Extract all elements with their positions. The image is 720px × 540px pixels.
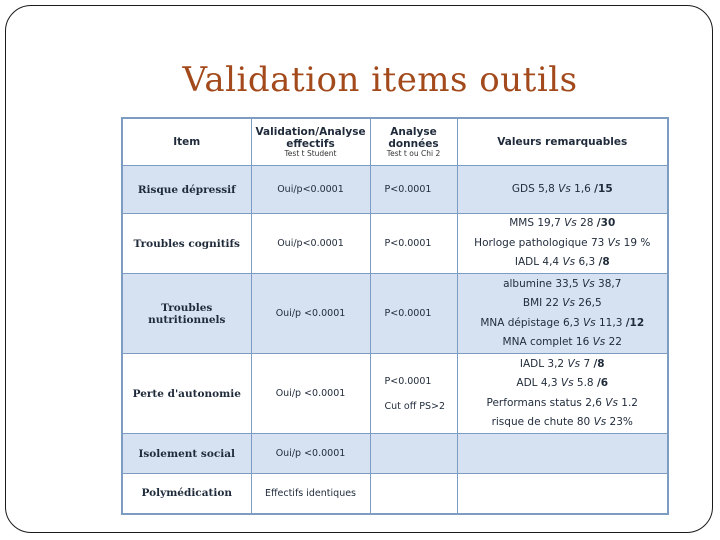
value-pre: risque de chute 80 bbox=[491, 416, 594, 428]
value-post: 26,5 bbox=[574, 297, 602, 309]
table-row bbox=[122, 166, 668, 214]
cell-analyse bbox=[370, 274, 457, 354]
value-line bbox=[458, 355, 668, 375]
value-line bbox=[458, 275, 668, 295]
value-post: 11,3 bbox=[595, 316, 626, 329]
table-body bbox=[122, 166, 668, 514]
value-pre: MNA dépistage 6,3 bbox=[480, 316, 583, 329]
value-vs: Vs bbox=[564, 217, 577, 230]
value-vs: Vs bbox=[562, 256, 576, 269]
value-line bbox=[458, 394, 668, 414]
value-post: 6,3 bbox=[575, 256, 599, 269]
value-vs: Vs bbox=[592, 336, 606, 348]
slide-title: Validation items outils bbox=[182, 60, 578, 100]
value-pre: ADL 4,3 bbox=[516, 377, 561, 389]
header-valeurs bbox=[457, 118, 668, 166]
table-row bbox=[122, 214, 668, 274]
header-validation bbox=[251, 118, 370, 166]
value-line bbox=[458, 234, 668, 254]
value-line bbox=[458, 214, 668, 234]
cell-analyse bbox=[370, 354, 457, 434]
value-post: 5.8 bbox=[573, 377, 597, 389]
cell-valeurs bbox=[457, 274, 668, 354]
cell-validation: Effectifs identiques bbox=[251, 474, 370, 514]
cell-valeurs bbox=[457, 474, 668, 514]
value-vs: Vs bbox=[582, 277, 595, 290]
value-vs: Vs bbox=[607, 236, 621, 249]
value-vs: Vs bbox=[560, 377, 574, 389]
value-line bbox=[458, 413, 668, 433]
cell-validation: Oui/p<0.0001 bbox=[251, 166, 370, 214]
value-vs: Vs bbox=[567, 357, 581, 370]
table-row bbox=[122, 434, 668, 474]
value-pre: IADL 4,4 bbox=[514, 256, 563, 269]
value-line bbox=[458, 374, 668, 394]
analyse-line: P<0.0001 bbox=[384, 238, 432, 249]
value-vs: Vs bbox=[593, 416, 607, 428]
cell-valeurs bbox=[457, 354, 668, 434]
header-analyse-label: Analyse données bbox=[388, 126, 439, 150]
value-line bbox=[458, 314, 668, 334]
value-bold: /8 bbox=[598, 256, 610, 269]
header-analyse bbox=[370, 118, 457, 166]
cell-validation: Oui/p <0.0001 bbox=[251, 434, 370, 474]
cell-item: Risque dépressif bbox=[122, 166, 251, 214]
value-pre: BMI 22 bbox=[522, 297, 563, 309]
value-bold: /30 bbox=[596, 217, 616, 230]
value-post: 22 bbox=[605, 336, 622, 348]
value-post: 28 bbox=[576, 217, 597, 230]
value-post: 7 bbox=[580, 357, 594, 370]
analyse-line: Cut off PS>2 bbox=[384, 400, 446, 412]
table-row bbox=[122, 274, 668, 354]
header-item-label: Item bbox=[173, 136, 201, 148]
value-line bbox=[458, 333, 668, 353]
value-post: 1.2 bbox=[617, 396, 638, 409]
analyse-line: P<0.0001 bbox=[384, 308, 432, 319]
value-vs: Vs bbox=[583, 316, 596, 329]
value-post: 1,6 bbox=[570, 182, 595, 195]
value-vs: Vs bbox=[605, 396, 618, 409]
header-validation-label: Validation/Analyse effectifs bbox=[255, 126, 366, 150]
cell-valeurs bbox=[457, 434, 668, 474]
value-pre: Horloge pathologique 73 bbox=[474, 236, 608, 249]
header-item bbox=[122, 118, 251, 166]
value-pre: Performans status 2,6 bbox=[486, 396, 606, 409]
cell-item: Troubles nutritionnels bbox=[122, 274, 251, 354]
cell-valeurs bbox=[457, 166, 668, 214]
value-pre: GDS 5,8 bbox=[511, 182, 559, 195]
cell-analyse bbox=[370, 214, 457, 274]
header-valeurs-label: Valeurs remarquables bbox=[497, 136, 628, 148]
value-pre: MNA complet 16 bbox=[502, 336, 593, 348]
value-bold: /8 bbox=[593, 357, 605, 370]
value-pre: albumine 33,5 bbox=[503, 277, 583, 290]
value-pre: IADL 3,2 bbox=[519, 357, 568, 370]
cell-validation: Oui/p <0.0001 bbox=[251, 354, 370, 434]
cell-analyse bbox=[370, 434, 457, 474]
header-validation-sub: Test t Student bbox=[284, 149, 337, 158]
cell-analyse bbox=[370, 166, 457, 214]
value-bold: /15 bbox=[594, 182, 613, 195]
cell-item: Polymédication bbox=[122, 474, 251, 514]
value-bold: /12 bbox=[625, 316, 645, 329]
cell-item: Perte d'autonomie bbox=[122, 354, 251, 434]
value-post: 38,7 bbox=[594, 277, 622, 290]
cell-item: Isolement social bbox=[122, 434, 251, 474]
cell-item: Troubles cognitifs bbox=[122, 214, 251, 274]
value-line bbox=[458, 294, 668, 314]
validation-table bbox=[121, 117, 669, 515]
cell-analyse bbox=[370, 474, 457, 514]
analyse-line: P<0.0001 bbox=[384, 375, 432, 387]
cell-validation: Oui/p <0.0001 bbox=[251, 274, 370, 354]
cell-valeurs bbox=[457, 214, 668, 274]
table-row bbox=[122, 354, 668, 434]
value-vs: Vs bbox=[558, 182, 571, 195]
value-pre: MMS 19,7 bbox=[509, 217, 565, 230]
value-line bbox=[458, 253, 668, 273]
cell-validation: Oui/p<0.0001 bbox=[251, 214, 370, 274]
value-bold: /6 bbox=[596, 377, 609, 389]
value-post: 23% bbox=[606, 416, 633, 428]
value-vs: Vs bbox=[562, 297, 575, 309]
analyse-line: P<0.0001 bbox=[384, 184, 432, 195]
table-header-row bbox=[122, 118, 668, 166]
value-post: 19 % bbox=[620, 236, 651, 249]
header-analyse-sub: Test t ou Chi 2 bbox=[386, 149, 441, 158]
value-line bbox=[458, 180, 668, 200]
table-row bbox=[122, 474, 668, 514]
